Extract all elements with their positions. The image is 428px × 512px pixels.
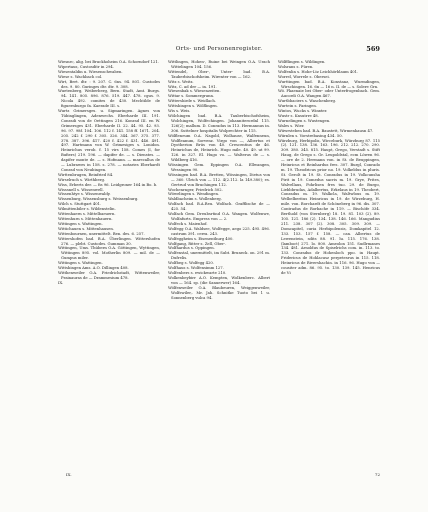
register-entry: Wöwelingen s. Wendingen.	[168, 192, 220, 197]
register-entry: Wittingen, Ums. Thübern O.A. Göttingen, Wyttingen, Wittingen 895. vol. Motherlin 809. — mil. de — Gumpus miler.	[58, 246, 160, 261]
register-entry: Wittshingen s. Wölflingen.	[168, 104, 218, 109]
register-entry: Witz s. Weitz.	[168, 79, 194, 84]
register-entry: Wochenrnger, Friedrich 502.	[168, 187, 223, 192]
register-entry: Wö. Fkaenaie bei Ober- oder Unterfrogenbach. Gem. Aucordi O.A. Wangen 467.	[278, 89, 380, 99]
register-entry: Wolfeggheim s. Eisenenthurg 400.	[168, 236, 234, 241]
register-entry: Wolkenbeybirr A.O. Kempten, Wolkenberc. Albert von — 164. sp. (die Sanuerwer) 164.	[168, 275, 270, 285]
register-entry: Wales s. Wier.	[278, 123, 305, 128]
index-column-left	[58, 60, 160, 470]
register-entry: Wittenhaern s. Mittelbaeuern.	[58, 212, 116, 217]
register-entry: Wurtz Grimersges. u. Sigmaringen. Agnes von Tübinglingen, Adenwechs. Eberharde III. 191. Conradi von de Oettingen 216. Konrad III. en W. Grimersges 431. Eberharde II. 22. 44. 95. 42. 93. 96. 97. 98f. 104. 106. 112 f. 141. 158 ff. 1671. 204. 205. 242 f. 290 f. 305. 326. 344. 367. 375. 377. 378. 387. 396. 417. 420 f. 422 f. 431. 446. 491. 497. Hartmann von W. Grimesiges s. Lonidon. Heinrichus verob. f. 15 virs 158. Comes (I, for Bufiers) 219. 196. — dapifer de. — s. Dienstes. — dapifer monte de. — s. Hofmann. — marecallus de — Lubrawes in 158. s. 278. — notaries Eberhardt Conrad von Neubingen.	[58, 109, 160, 172]
register-entry: Wiesenbak s. Wiesenzeiten.	[168, 89, 221, 94]
index-columns	[58, 60, 380, 470]
catchword: 72	[374, 472, 380, 477]
register-entry: IX.	[58, 280, 64, 285]
register-entry: Wölfleneum O.A. Nagold, Wolhause, Walfenneun, Wolfleanum, Sorvenz. Virgo von —, Albertus et Dyotherion Brüs von 40. Crescentius de 46. Heinrichus de, Heinrich. Hugo mile. 40. 49. ut 99. 126. in 327. El. Hugo vo. — Walterus de — s. Wildberg 416.	[168, 133, 270, 163]
register-entry: Wittichauen s. Mittenhausen.	[58, 226, 115, 231]
register-entry: Wüwrsteben bad. B.A. Baustett, Wirmenhausn 47.	[278, 128, 374, 133]
register-entry: Waldbacheim s. Wollenberg.	[168, 197, 222, 202]
page-header	[58, 44, 380, 54]
register-entry: Wurtbbaciers s. Waschenberg.	[278, 99, 337, 104]
register-entry: Wisssnell s. Wissenwell.	[58, 187, 104, 192]
register-entry: Witz, C. ad der — in. 191.	[168, 84, 217, 89]
register-entry: Wolfenlin s. Hohe-Ltz Leichhörblaum 401.	[278, 69, 359, 74]
register-entry: Wilmittenbiler s. Wildenstelin.	[58, 207, 116, 212]
register-entry: Wolfgang, Ritter s. Zell, Ober-.	[168, 241, 227, 246]
index-column-right	[278, 60, 380, 470]
register-entry: Wis s. Weis.	[168, 109, 191, 114]
register-entry: Wittershofen bad. B.A. Überlingen. Wittershofen 276. — plebt. Custodes. Gumman 30.	[58, 236, 160, 246]
register-entry: Wustr s. Knsutrre 48.	[278, 113, 319, 118]
register-entry: Wittingen s. Wattingen.	[58, 261, 103, 266]
register-entry: Wolsrans s. Füren.	[278, 64, 314, 69]
register-entry: Wolfhaus s. Wolfensimm 127.	[168, 266, 224, 271]
register-entry: Wittlingen, Hohen-, Ruine bei Weingen O.A. Urach Wittelingen 104. 156.	[168, 60, 270, 69]
register-entry: Wittendel, Ober-, Unter- bad. B.A. Tauberbischofsheim. Wirenter von — 162.	[168, 69, 270, 79]
register-entry: Wilch s. Stuttgart 401.	[58, 202, 102, 207]
register-entry: Wolfenstal, unermittelt, im Subt. Bruneck. on. 291 m. Dufrelis.	[168, 251, 270, 261]
register-entry: Wolfbeg s. Wolfegg 420.	[168, 261, 214, 266]
register-entry: Wuetenberg, Weiberberg, Bern. Stadt, Amt. Burgs. 94. 141. 805. 896. 876. 519. 447. 478. cgus. 9. Nicola 492. comites de 430. Mechtilde de figuernburgo fa. Kaerade III. s.	[58, 89, 160, 109]
register-entry: Wittenhurn s. Mittenhauern.	[58, 217, 113, 221]
register-entry: Wolfenbers s. ewickwarte 210.	[168, 270, 227, 275]
register-entry: Wiesnrc, alig. bei Bruckhoheim O.A. Schorndorf 121.	[58, 60, 159, 64]
register-entry: Wissenhtye s. Wissenwaldy.	[58, 192, 111, 197]
register-entry: Wirt, Bert. dtr. : 9. 207. C. 6ns. 94. 801. Custodes des. 9. 80. Guringes dtr. dtr. 9. 308.	[58, 79, 160, 89]
register-entry: Würzburg, Herbipolis, Wirceburk, Würzburg 87. 115 (2). 121. 138. 136. 163. 196. 212. 212. 270. 290. 309. 380. 345. 815. Haupt, Grego, Verstadt s. Stift Haug, de Grego s. Gr. Leupoldstal, ecm Löwen 96. — ore de 2. Hermann von. in St. de Beuppingen, Heinricus et Reinhardus fres. 307. Burgl, Conrado m. 19. Theodricus prior no. 19. Volkeldus in pluris. St. Gerolt in 19. St. Conradus in 19. Volkcunsha Pirit in 19. Comedus sacris m. 19. Grye, Frites, Walvellaus, Fohrlisen fres tuo. 29. de Burgo, Liebbbrudas, Adalbertus, Erkelaus in 19. Theobert, Conradus m. 19. Walkcla, Waltwlous m. 19. Welbelberitus Heinricus in 19. de Wirzeburg, H. mile. von. Borchardt de Schöneberg in 96. dis. 307. Contradus de Rorbache in 119. — Bischöfe 334. Berthold (von Sternberg) 18. 19. 81. 103 (2). 89. 105. 121. 186 (2). 134. 138. 146. 166. Mangudins 211. 238. 307 (2). 308. 305. 309. 309. — Domcapitel, curia Herbipolensis, Domkapitel 12. 133. 153. 157 f. 158. — can. Albertus de Lewenstein, sdits 88. 91. lu. 115. 176. 138. (lamboct) 271. lo. 800. Ameolon 151. Sudlrmanes 134. 481. Arnoldus de Spiselrichs com. in. 113. to. 133. Conradus dr Hohenloch ppo. in Haupt. Fridericus de Hohlacusz perpetesrus in 115. 118. Heinricus de Rivershachin. in 116. 96. Hugo von — cousiter adm. 86. 95. to. 130. 139. 145. Henricus de Vi	[278, 138, 380, 275]
register-entry: Wissenburg, Wissensburg s. Weissenburg.	[58, 197, 139, 202]
register-entry: Wolfeck s. Maienhof.	[168, 221, 208, 226]
register-entry: Wurtein s. Faringen.	[278, 104, 317, 109]
page-footer	[58, 470, 380, 480]
register-entry: Wittar s. Sommergrunn.	[168, 94, 215, 99]
page-number: 569	[366, 45, 380, 53]
register-entry: Wolfhardus s. Oppingen.	[168, 246, 215, 251]
register-entry: Wolfegg O.A. Waldsee, Wolfegge, aego 225. 495. 496. castrum 391. cerra. 243.	[168, 226, 270, 236]
register-entry: Wipertaus, Custosditr in 294.	[58, 64, 115, 69]
register-entry: Wittshingen Ams. A.O. Dillingen 408.	[58, 266, 129, 271]
register-entry: Wiesentaldin u. Wiesenschwaben.	[58, 69, 123, 74]
register-entry: Wurttingen bad. B.A. Konstanz, Wurmdingen, Wirschingen. 16. 6n — 16 n. II. de — s. Solere Grn.	[278, 79, 380, 89]
register-entry: Wittenbournen, unermittelt. Ben. des. 6. 257.	[58, 231, 145, 236]
register-entry: Wolfach Gem. Dreubsrtind O.A. Wangen. Wolfenwe, Wolfafurts. Empress von — 2.	[168, 212, 270, 221]
register-entry: Wittingen s. Wattingen.	[58, 221, 103, 226]
running-title: Orts- und Personenregister.	[175, 46, 263, 52]
register-entry: Wiss, Erberts der. — fis 96. Leidgroner 164 in Bo. b.	[58, 182, 158, 187]
register-entry: Wintos, Wucks s. Winxter.	[278, 109, 328, 114]
sheet-signature: IX.	[66, 472, 72, 477]
register-entry: Wittershirde s. Weidlach.	[168, 99, 216, 104]
register-entry: Worrel, Worrele s. Obersei.	[278, 74, 330, 79]
register-entry: Wössingen Gem. Eppingen O.A. Ellwangen, Wessingen 90.	[168, 163, 270, 172]
register-entry: Wölfflingen s. Wildingen.	[278, 60, 326, 64]
register-entry: Wölfenweiler O.A. Blaubeuren, Weiggenweiler, Wolfswiler,. Mr. Jah. Schnitke Tuoto bei 1 u. Sonnenberg vulca 94.	[168, 285, 270, 300]
register-entry: Wolfach bad. B.A.Reu. Wolfach. Grafflische de — 425. 54.	[168, 202, 270, 212]
register-entry: Wiese s. Wachbach col.	[58, 74, 103, 79]
register-entry: Wirselruch s. Wirthberg.	[58, 177, 106, 182]
register-entry: Wirttenbrugen, Reinfried 84.	[58, 172, 114, 177]
register-entry: Witthenweiler O.A. Friedrichstadt, Wittenweiler, Prainauras de — Drammesium 478.	[58, 270, 160, 280]
index-column-middle	[168, 60, 270, 470]
register-entry: Wössingen bad. B.A. Bretten, Wössingen, Dietus von — 360. Ulrich von — 112. 4(2.112. la 149.380); es. Gertrud von Bruchingen 112.	[168, 172, 270, 187]
register-entry: Wurnelingen s. Wustengen.	[278, 118, 331, 123]
register-entry: Wölchingen bad. B.A. Tauberbischofsheim, Wolchingen, Wolfechingen. Johanniterordnl 115. 126(2); mallum. D. Conradus in 113. Hermannus in. 306. Suttelner hospitalis Wolprechter in 115.	[168, 113, 270, 133]
register-entry: Würnlen s. Vorstrebasing 434. 50.	[278, 133, 343, 138]
